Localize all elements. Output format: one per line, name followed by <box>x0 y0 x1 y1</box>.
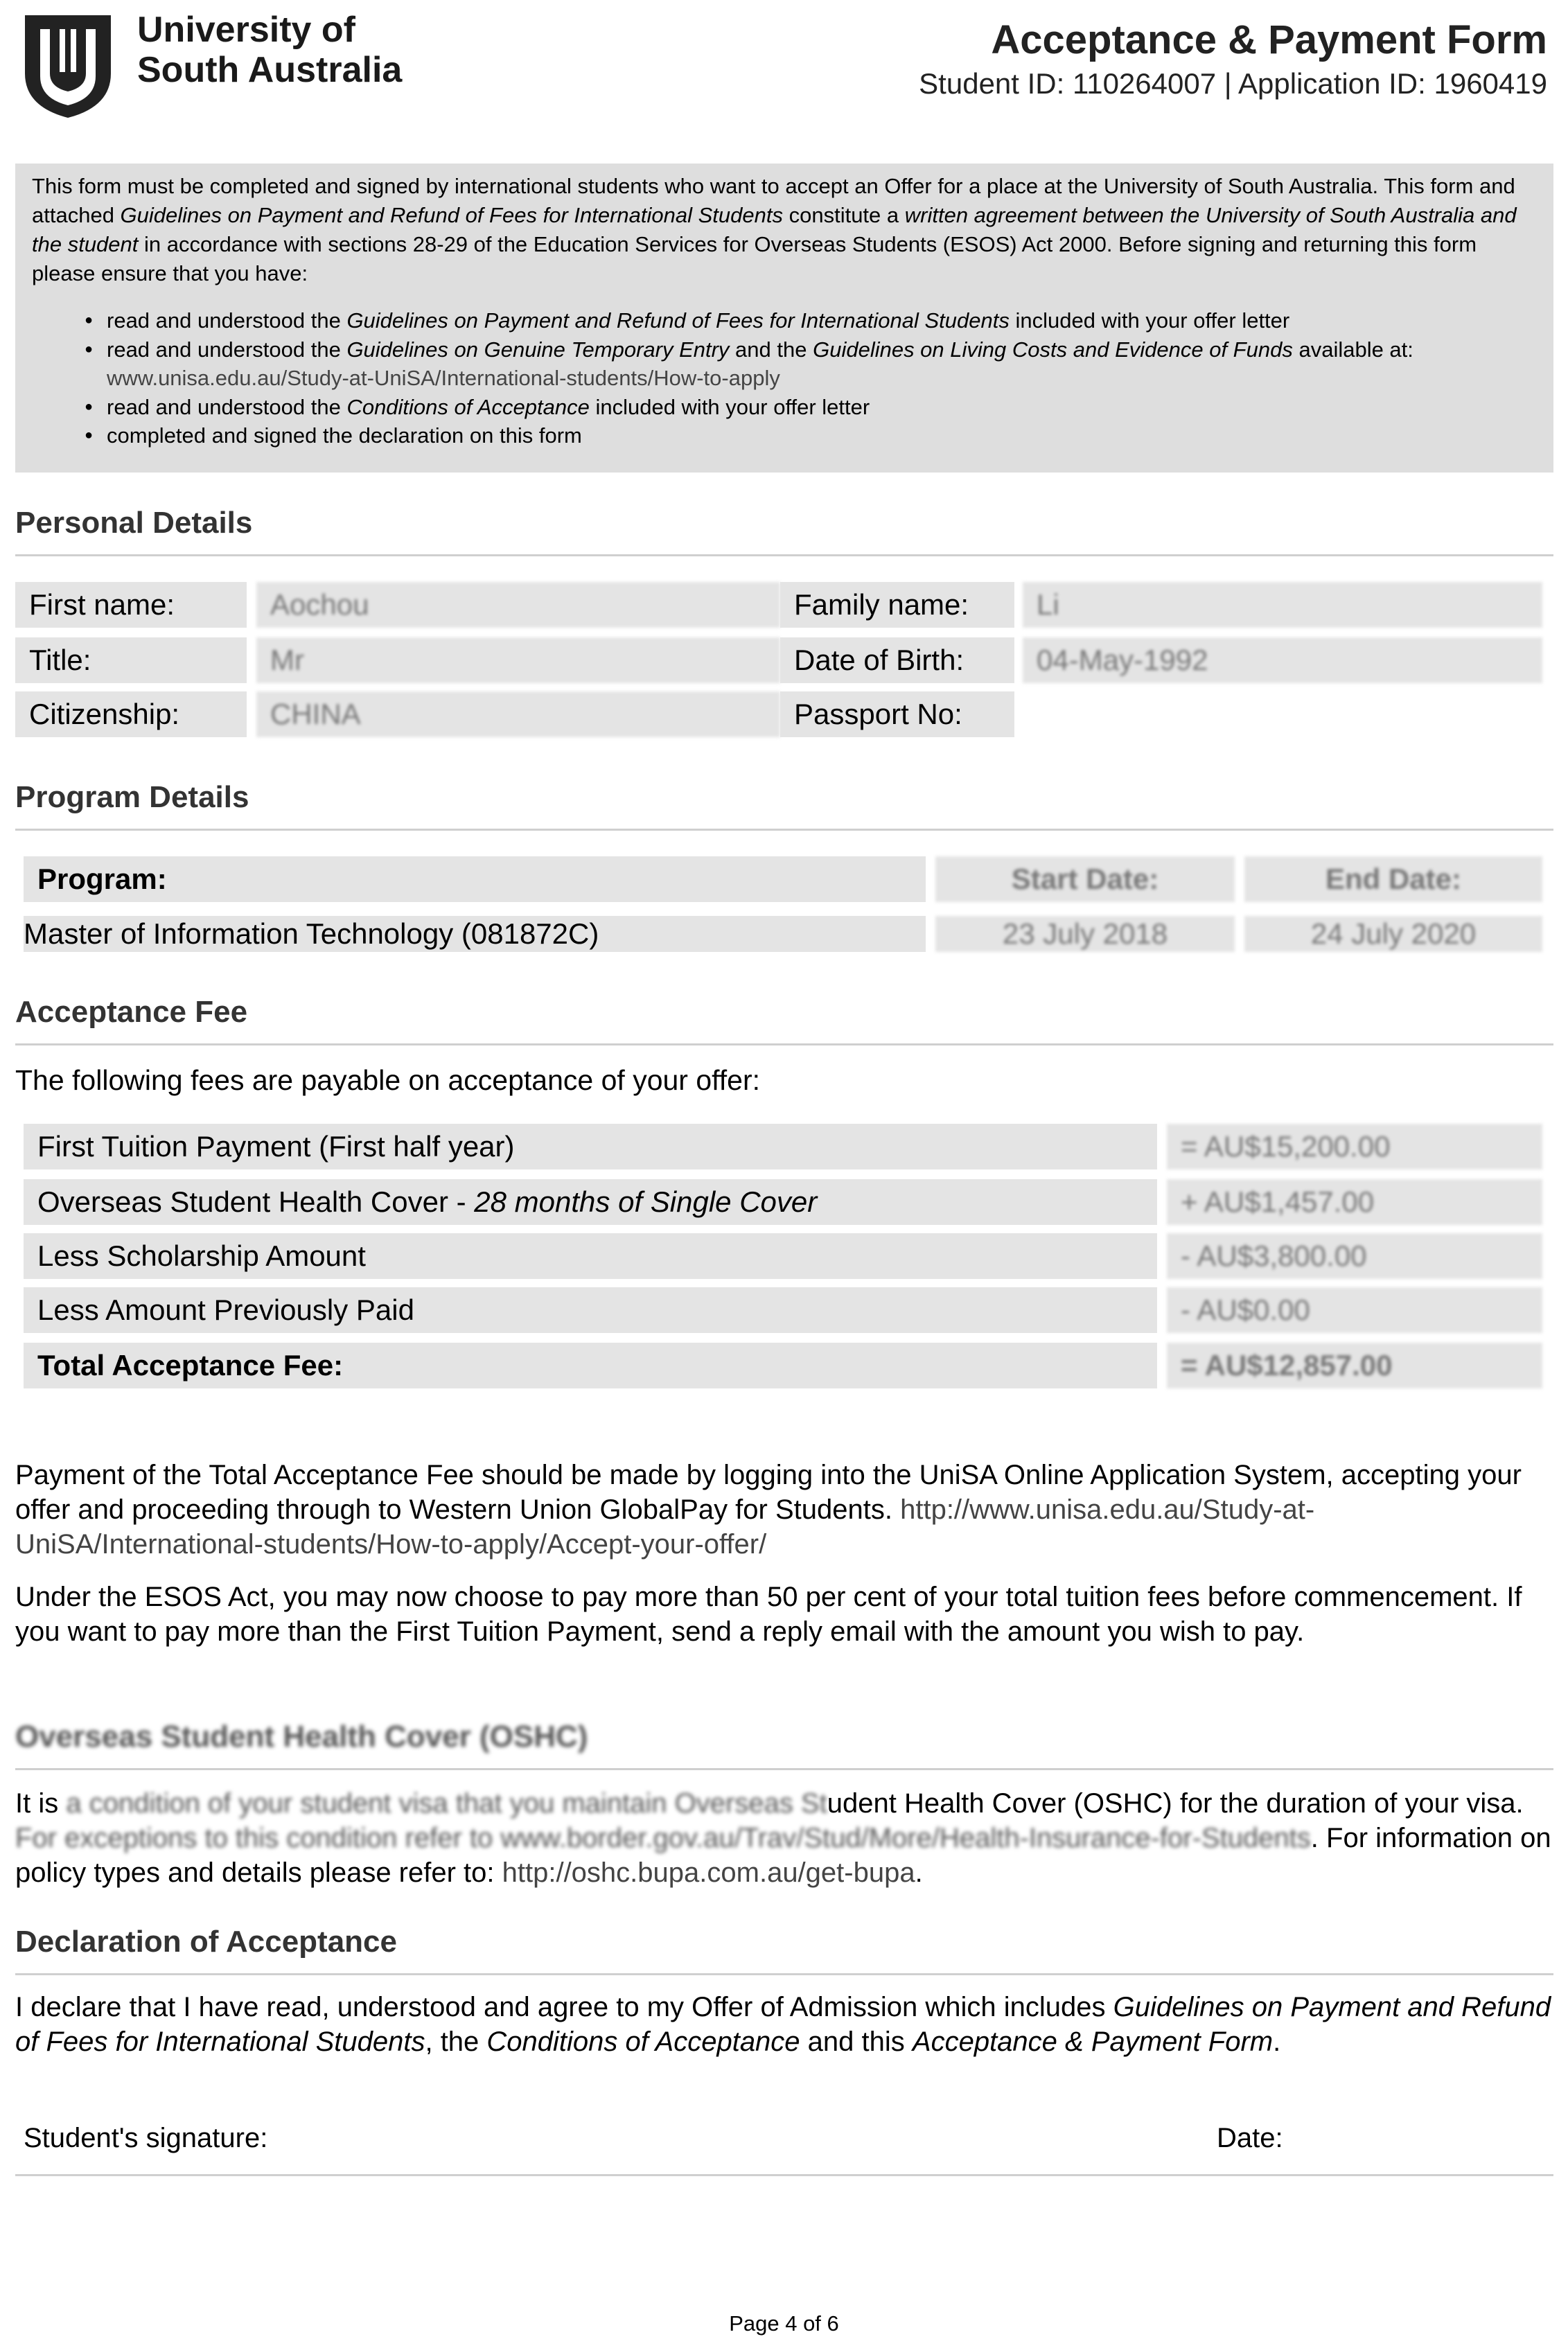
fee-row-value: - AU$0.00 <box>1167 1287 1542 1333</box>
first-name-label: First name: <box>15 582 247 628</box>
end-date-value: 24 July 2020 <box>1244 916 1542 952</box>
passport-label: Passport No: <box>780 691 1014 737</box>
divider <box>15 554 1553 556</box>
acceptance-fee-heading: Acceptance Fee <box>15 995 248 1029</box>
first-name-value: Aochou <box>256 582 780 628</box>
university-name-line2: South Australia <box>137 50 403 90</box>
page-number: Page 4 of 6 <box>729 2311 839 2336</box>
bupa-link[interactable]: http://oshc.bupa.com.au/get-bupa <box>502 1857 915 1888</box>
divider <box>15 829 1553 831</box>
how-to-apply-link[interactable]: www.unisa.edu.au/Study-at-UniSA/International-students/How-to-apply <box>107 366 780 390</box>
checklist-item: ● read and understood the Conditions of Acceptance included with your offer letter <box>107 393 1537 422</box>
start-date-value: 23 July 2018 <box>935 916 1235 952</box>
divider <box>15 1768 1553 1770</box>
total-fee-label: Total Acceptance Fee: <box>24 1343 1157 1388</box>
fees-intro: The following fees are payable on acceptance of your offer: <box>15 1064 761 1096</box>
declaration-heading: Declaration of Acceptance <box>15 1925 397 1959</box>
program-details-heading: Program Details <box>15 780 249 814</box>
checklist-item: ● completed and signed the declaration on this form <box>107 421 1537 450</box>
form-title-block <box>919 17 1547 103</box>
oshc-paragraph: It is a condition of your student visa that you maintain Overseas Student Health Cover (OSHC) for the duration of your visa. For exceptions to this condition refer to www.border.gov.au/Trav/Stud/More/Health-Insurance-for-Students. For information on policy types and details please refer to: http://oshc.bupa.com.au/get-bupa. <box>15 1788 1551 1888</box>
oshc-heading: Overseas Student Health Cover (OSHC) <box>15 1720 588 1754</box>
fee-row-value: - AU$3,800.00 <box>1167 1233 1542 1279</box>
student-application-ids: Student ID: 110264007 | Application ID: 1960419 <box>919 67 1547 100</box>
citizenship-label: Citizenship: <box>15 691 247 737</box>
checklist-item: ● read and understood the Guidelines on Genuine Temporary Entry and the Guidelines on Living Costs and Evidence of Funds available at: www.unisa.edu.au/Study-at-UniSA/International-students/How-to-apply <box>107 335 1537 393</box>
divider <box>15 1973 1553 1975</box>
program-label: Program: <box>24 856 926 902</box>
checklist-item: ● read and understood the Guidelines on Payment and Refund of Fees for International Students included with your offer letter <box>107 306 1537 335</box>
university-logo <box>19 10 116 121</box>
fee-row-value: = AU$15,200.00 <box>1167 1124 1542 1169</box>
end-date-label: End Date: <box>1244 856 1542 902</box>
university-name <box>137 10 402 90</box>
esos-paragraph: Under the ESOS Act, you may now choose to pay more than 50 per cent of your total tuition fees before commencement. If you want to pay more than the First Tuition Payment, send a reply email with the amount you wish to pay. <box>15 1582 1522 1647</box>
university-name-line1: University of <box>137 10 355 50</box>
declaration-text: I declare that I have read, understood and agree to my Offer of Admission which includes Guidelines on Payment and Refund of Fees for International Students, the Conditions of Acceptance and this Acceptance & Payment Form. <box>15 1992 1551 2057</box>
divider <box>15 1043 1553 1045</box>
checklist <box>32 306 1537 450</box>
program-value: Master of Information Technology (081872C) <box>24 916 926 952</box>
dob-value: 04-May-1992 <box>1023 637 1542 683</box>
start-date-label: Start Date: <box>935 856 1235 902</box>
title-label: Title: <box>15 637 247 683</box>
intro-box <box>15 164 1553 473</box>
fee-row-value: + AU$1,457.00 <box>1167 1179 1542 1225</box>
intro-paragraph: This form must be completed and signed by international students who want to accept an Offer for a place at the University of South Australia. This form and attached Guidelines on Payment and Refund of Fees for International Students constitute a written agreement between the University of South Australia and the student in accordance with sections 28-29 of the Education Services for Overseas Students (ESOS) Act 2000. Before signing and returning this form please ensure that you have: <box>32 174 1517 285</box>
dob-label: Date of Birth: <box>780 637 1014 683</box>
date-label: Date: <box>1217 2123 1283 2153</box>
personal-details-heading: Personal Details <box>15 506 253 540</box>
title-value: Mr <box>256 637 780 683</box>
family-name-value: Li <box>1023 582 1542 628</box>
signature-line <box>15 2174 1553 2176</box>
fee-row-label: Overseas Student Health Cover - 28 months of Single Cover <box>24 1179 1157 1225</box>
family-name-label: Family name: <box>780 582 1014 628</box>
fee-row-label: Less Scholarship Amount <box>24 1233 1157 1279</box>
fee-row-label: First Tuition Payment (First half year) <box>24 1124 1157 1169</box>
citizenship-value: CHINA <box>256 691 780 737</box>
form-title: Acceptance & Payment Form <box>991 17 1547 62</box>
total-fee-value: = AU$12,857.00 <box>1167 1343 1542 1388</box>
fee-row-label: Less Amount Previously Paid <box>24 1287 1157 1333</box>
payment-instructions: Payment of the Total Acceptance Fee should be made by logging into the UniSA Online Application System, accepting your offer and proceeding through to Western Union GlobalPay for Students. http://www.unisa.edu.au/Study-at-UniSA/International-students/How-to-apply/Accept-your-offer/ <box>15 1460 1522 1560</box>
signature-label: Student's signature: <box>24 2123 268 2153</box>
accept-offer-link[interactable]: http://www.unisa.edu.au/Study-at-UniSA/International-students/How-to-apply/Accept-your-offer/ <box>15 1494 1315 1560</box>
